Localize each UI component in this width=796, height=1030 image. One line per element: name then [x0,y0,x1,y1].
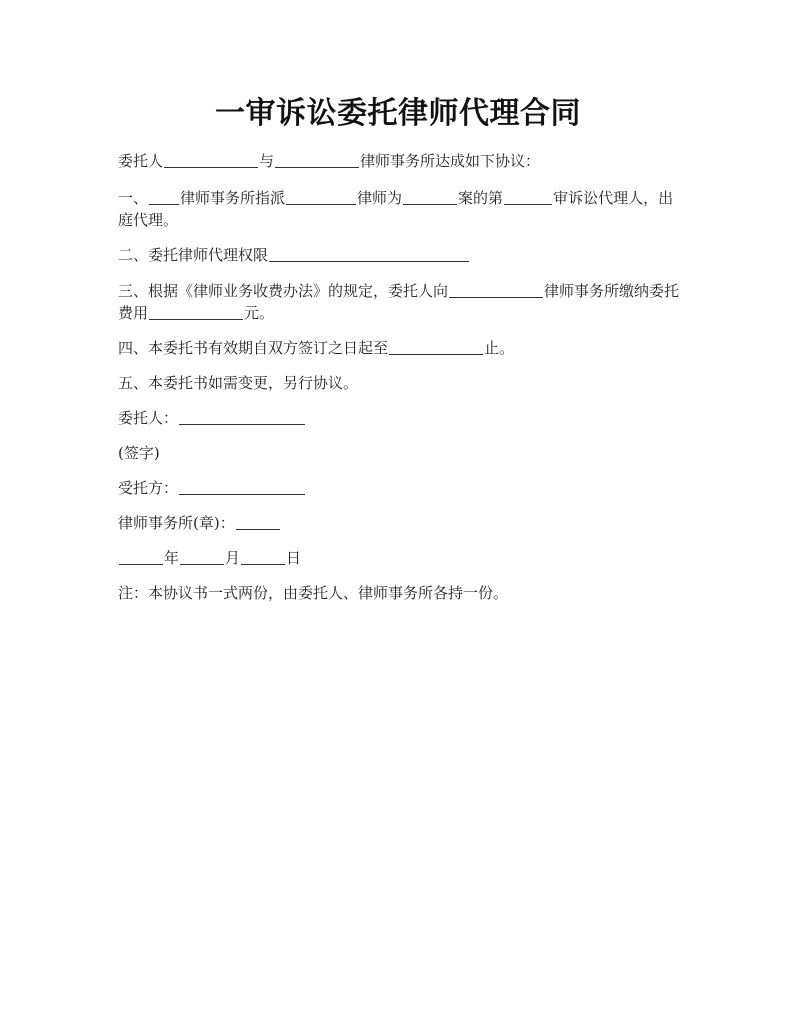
month-blank [180,549,224,565]
clause-text: 案的第 [458,189,504,207]
clause-3-fees [118,280,688,324]
agent-signature-blank [179,479,305,495]
lawyer-name-blank [286,189,356,205]
contract-body [118,150,688,617]
footnote [118,582,688,604]
clause-2-authority [118,244,688,266]
signature-label: 受托方： [118,479,179,497]
month-label: 月 [225,549,241,567]
signing-date-line [118,547,688,569]
clause-text: 止。 [484,339,515,357]
signature-note-text: (签字) [118,444,160,462]
day-blank [241,549,285,565]
clause-text: 一、 [118,189,149,207]
firm-seal-line [118,512,688,534]
clause-text: 律师事务所缴纳委托费用 [118,282,680,322]
clause-text: 律师为 [357,189,403,207]
authority-scope-blank [269,246,469,262]
signature-note [118,442,688,464]
page-title: 一审诉讼委托律师代理合同 [215,96,581,131]
case-name-blank [403,189,457,205]
clause-5-changes [118,372,688,394]
firm-blank [149,189,179,205]
fee-firm-blank [449,282,543,298]
seal-label: 律师事务所(章)： [118,514,235,532]
clause-text: 委托人 [118,152,164,170]
signature-label: 委托人： [118,409,179,427]
clause-4-validity [118,337,688,359]
footnote-text: 注：本协议书一式两份，由委托人、律师事务所各持一份。 [118,584,509,602]
clause-text: 五、本委托书如需变更，另行协议。 [118,374,359,392]
clause-text: 审诉讼代理人，出庭代理。 [118,189,674,229]
clause-text: 律师事务所指派 [180,189,286,207]
client-signature-line [118,407,688,429]
clause-text: 四、本委托书有效期自双方签订之日起至 [118,339,389,357]
expiry-date-blank [389,339,483,355]
agent-signature-line [118,477,688,499]
law-firm-name-blank [275,152,359,168]
year-blank [119,549,163,565]
clause-text: 与 [259,152,275,170]
clause-parties [118,150,688,172]
firm-seal-blank [236,514,280,530]
clause-1-assignment [118,187,688,231]
client-signature-blank [179,409,305,425]
client-name-blank [164,152,258,168]
clause-text: 三、根据《律师业务收费办法》的规定，委托人向 [118,282,449,300]
fee-amount-blank [149,304,243,320]
instance-blank [504,189,552,205]
clause-text: 律师事务所达成如下协议： [360,152,541,170]
year-label: 年 [164,549,180,567]
clause-text: 元。 [244,304,275,322]
clause-text: 二、委托律师代理权限 [118,246,269,264]
day-label: 日 [286,549,302,567]
